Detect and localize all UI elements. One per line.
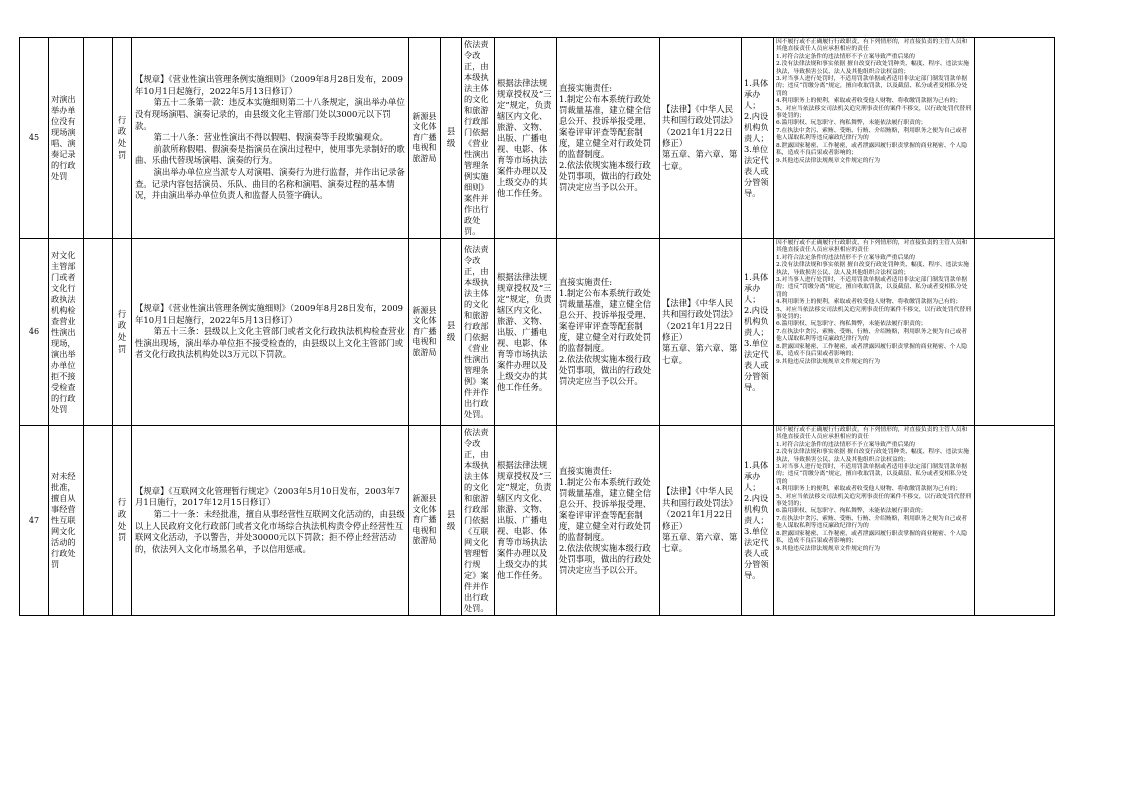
accountability-clause: 2.没有法律法规和事实依据 擅自改变行政处罚种类、幅度、程序、违法实施执法，导致损害公民、法人及其他组织合法权益的； (776, 61, 969, 75)
accountability-clause: 4.利用职务上的便利，索取或者收受他人财物、将收缴罚款据为己有的； (776, 299, 962, 306)
accountability-clause: 4.利用职务上的便利，索取或者收受他人财物、将收缴罚款据为己有的； (776, 486, 962, 493)
cell-text-line: 新源县文化体育广播电视和旅游局 (412, 494, 437, 546)
department-cell (409, 426, 441, 616)
accountability-clause: 6.滥用职权、玩忽职守、徇私舞弊，未能依法履行职责的； (776, 120, 927, 127)
accountability-clause: 9.其他违反法律法规规章文件规定的行为 (776, 358, 881, 365)
level-cell (441, 239, 462, 426)
accountability-clause: 8.泄露国家秘密、工作秘密，或者泄露因履行职责掌握的商业秘密、个人隐私，造成不良后果或者影响的； (776, 142, 968, 157)
legal-basis-cell (132, 426, 409, 616)
implementation-cell (557, 426, 660, 616)
row-number-cell (20, 38, 49, 239)
legal-basis-paragraph: 第五十三条：县级以上文化主管部门或者文化行政执法机构检查营业性演出现场，演出举办单位拒不接受检查的，由县级以上文化主管部门或者文化行政执法机构处以3万元以下罚款。 (135, 326, 405, 360)
duty-subject-cell (742, 239, 774, 426)
accountability-clause: 因不履行或不正确履行行政职责，有下列情形的，对直接负责的主管人员和其他直接责任人员应承担相应的责任 (776, 240, 968, 254)
duty-subject-cell (742, 426, 774, 616)
cell-text-line: 行政处罚 (117, 497, 127, 543)
accountability-clause: 7.在执法中贪污、索贿、受贿、行贿、介绍贿赂，利用职务之便为自己或者他人谋取私利等违反廉政纪律行为的 (776, 515, 968, 530)
accountability-clause: 3.对当事人进行处罚时，不适用罚款单据或者适用非法定部门制发罚款单据的；违反“罚缴分离”规定，擅自收取罚款，以及截留、私分或者变相私分处罚的 (776, 277, 968, 298)
cell-text-line: 3.单位法定代表人或分管领导。 (744, 337, 769, 392)
responsibility-cell (495, 426, 557, 616)
cell-text-line: 根据法律法规规章授权及“三定”规定，负责辖区内文化、旅游、文物、出版、广播电视、电影、体育等市场执法案件办理以及上级交办的其他工作任务。 (497, 460, 552, 580)
cell-text-line: 45 (28, 133, 40, 143)
remarks-cell (975, 426, 1055, 616)
legal-basis-paragraph: 前款所称假唱、假演奏是指演员在演出过程中，使用事先录制好的歌曲、乐曲代替现场演唱、演奏的行为。 (135, 143, 405, 166)
legal-basis-paragraph: 【规章】《互联网文化管理暂行规定》（2003年5月10日发布，2003年7月1日施行，2017年12月15日修订） (135, 485, 400, 508)
row-number-cell (20, 426, 49, 616)
enforcement-subject-cell (462, 239, 495, 426)
legal-basis-cell (132, 38, 409, 239)
cell-text-line: 2.依法依规实施本级行政处罚事项，做出的行政处罚决定应当予以公开。 (559, 542, 652, 575)
law-reference-cell (660, 239, 742, 426)
legal-basis-paragraph: 第二十一条：未经批准，擅自从事经营性互联网文化活动的，由县级以上人民政府文化行政部门或者文化市场综合执法机构责令停止经营性互联网文化活动，予以警告，并处30000元以下罚款；拒不停止经营活动的，依法列入文化市场黑名单，予以信用惩戒。 (135, 508, 405, 554)
responsibility-cell (495, 38, 557, 239)
implementation-cell (557, 239, 660, 426)
item-name-cell (49, 239, 84, 426)
responsibility-cell (495, 239, 557, 426)
cell-text-line: 对文化主管部门或者文化行政执法机构检查营业性演出现场，演出举办单位拒不接受检查的行政处罚 (51, 249, 76, 414)
cell-text-line: 2.内设机构负责人； (744, 304, 769, 337)
accountability-cell (774, 426, 975, 616)
accountability-clause: 1.对符合法定条件的违法情形不予立案导致严重后果的 (776, 441, 915, 448)
accountability-clause: 8.泄露国家秘密、工作秘密，或者泄露因履行职责掌握的商业秘密、个人隐私，造成不良后果或者影响的； (776, 343, 968, 358)
item-name-cell (49, 426, 84, 616)
accountability-clause: 5、对应当依法移交司法机关追究刑事责任的案件不移交，以行政处罚代替刑事处罚的； (776, 105, 971, 120)
row-number-cell (20, 239, 49, 426)
cell-text-line: 直接实施责任: (559, 83, 613, 93)
legal-basis-paragraph: 演出举办单位应当派专人对演唱、演奏行为进行监督，并作出记录备查。记录内容包括演员、乐队、曲目的名称和演唱、演奏过程的基本情况，并由演出举办单位负责人和监督人员签字确认。 (135, 166, 405, 201)
accountability-clause: 2.没有法律法规和事实依据 擅自改变行政处罚种类、幅度、程序、违法实施执法，导致损害公民、法人及其他组织合法权益的； (776, 262, 969, 276)
cell-text-line: 1.具体承办人； (744, 77, 769, 110)
cell-text-line: 县级 (446, 320, 456, 342)
accountability-clause: 9.其他违反法律法规规章文件规定的行为 (776, 545, 881, 552)
accountability-clause: 2.没有法律法规和事实依据 擅自改变行政处罚种类、幅度、程序、违法实施执法，导致损害公民、法人及其他组织合法权益的； (776, 449, 969, 463)
cell-text-line: 依法责令改正，由本级执法主体的文化和旅游行政部门依据《营业性演出管理条例》案件并作出行政处罚。 (464, 244, 489, 419)
cell-text-line: 【法律】《中华人民共和国行政处罚法》（2021年1月22日修正） (662, 297, 738, 342)
cell-text-line: 对演出举办单位没有现场演唱、演奏记录的行政处罚 (51, 94, 76, 181)
cell-text-line: 3.单位法定代表人或分管领导。 (744, 526, 769, 580)
level-cell (441, 38, 462, 239)
accountability-clause: 因不履行或不正确履行行政职责，有下列情形的，对直接负责的主管人员和其他直接责任人员应承担相应的责任 (776, 39, 968, 53)
legal-basis-paragraph: 第二十八条：营业性演出不得以假唱、假演奏等手段欺骗观众。 (153, 132, 388, 143)
cell-text-line: 【法律】《中华人民共和国行政处罚法》（2021年1月22日修正） (662, 103, 738, 148)
responsibility-list-sheet (19, 37, 1054, 613)
cell-text-line: 根据法律法规规章授权及“三定”规定，负责辖区内文化、旅游、文物、出版、广播电视、电影、体育等市场执法案件办理以及上级交办的其他工作任务。 (497, 77, 552, 198)
accountability-clause: 3.对当事人进行处罚时，不适用罚款单据或者适用非法定部门制发罚款单据的；违反“罚缴分离”规定，擅自收取罚款，以及截留、私分或者变相私分处罚的 (776, 464, 968, 485)
cell-text-line: 新源县文化体育广播电视和旅游局 (412, 111, 437, 163)
power-type-cell (113, 426, 132, 616)
cell-text-line: 依法责令改正，由本级执法主体的文化和旅游行政部门依据《互联网文化管理暂行规定》案件并作出行政处罚。 (464, 427, 489, 613)
cell-text-line: 第五章、第六章、第七章。 (662, 343, 738, 365)
cell-text-line: 行政处罚 (117, 308, 127, 354)
enforcement-subject-cell (462, 38, 495, 239)
sub-item-cell (84, 38, 113, 239)
cell-text-line: 直接实施责任: (559, 465, 613, 476)
remarks-cell (975, 239, 1055, 426)
power-type-cell (113, 38, 132, 239)
legal-basis-paragraph: 【规章】《营业性演出管理条例实施细则》（2009年8月28日发布，2009年10月1日起施行，2022年5月13日修订） (135, 74, 403, 96)
accountability-cell (774, 38, 975, 239)
cell-text-line: 直接实施责任: (559, 277, 613, 287)
accountability-clause: 3.对当事人进行处罚时，不适用罚款单据或者适用非法定部门制发罚款单据的；违反“罚缴分离”规定，擅自收取罚款，以及截留、私分或者变相私分处罚的 (776, 76, 968, 97)
cell-text-line: 1.具体承办人； (744, 271, 769, 304)
level-cell (441, 426, 462, 616)
table-row (20, 239, 1055, 426)
power-list-table (19, 37, 1055, 616)
cell-text-line: 47 (28, 515, 40, 525)
accountability-clause: 5、对应当依法移交司法机关追究刑事责任的案件不移交，以行政处罚代替刑事处罚的； (776, 493, 971, 508)
sub-item-cell (84, 426, 113, 616)
accountability-clause: 1.对符合法定条件的违法情形不予立案导致严重后果的 (776, 254, 915, 261)
table-row (20, 38, 1055, 239)
legal-basis-paragraph: 第五十二条第一款：违反本实施细则第二十八条规定，演出举办单位没有现场演唱、演奏记录的，由县级文化主管部门处以3000元以下罚款。 (135, 97, 405, 131)
legal-basis-paragraph: 【规章】《营业性演出管理条例实施细则》（2009年8月28日发布，2009年10月1日起施行，2022年5月13日修订） (135, 303, 403, 325)
legal-basis-cell (132, 239, 409, 426)
cell-text-line: 第五章、第六章、第七章。 (662, 531, 738, 554)
department-cell (409, 239, 441, 426)
accountability-clause: 6.滥用职权、玩忽职守、徇私舞弊，未能依法履行职责的； (776, 508, 927, 515)
cell-text-line: 新源县文化体育广播电视和旅游局 (412, 305, 437, 357)
cell-text-line: 1.制定公布本系统行政处罚裁量基准，建立健全信息公开、投诉举报受理、案卷评审评查等配套制度，建立健全对行政处罚的监督制度。 (559, 94, 652, 159)
table-row (20, 426, 1055, 616)
law-reference-cell (660, 38, 742, 239)
cell-text-line: 第五章、第六章、第七章。 (662, 149, 738, 171)
cell-text-line: 3.单位法定代表人或分管领导。 (744, 143, 769, 198)
cell-text-line: 县级 (446, 126, 456, 148)
cell-text-line: 2.依法依规实施本级行政处罚事项，做出的行政处罚决定应当予以公开。 (559, 160, 652, 192)
cell-text-line: 1.制定公布本系统行政处罚裁量基准，建立健全信息公开、投诉举报受理、案卷评审评查等配套制度，建立健全对行政处罚的监督制度。 (559, 288, 652, 353)
cell-text-line: 1.具体承办人； (744, 460, 769, 492)
accountability-clause: 6.滥用职权、玩忽职守、徇私舞弊，未能依法履行职责的； (776, 321, 927, 328)
power-type-cell (113, 239, 132, 426)
accountability-clause: 7.在执法中贪污、索贿、受贿、行贿、介绍贿赂，利用职务之便为自己或者他人谋取私利等违反廉政纪律行为的 (776, 127, 968, 142)
cell-text-line: 2.内设机构负责人； (744, 110, 769, 143)
accountability-clause: 8.泄露国家秘密、工作秘密，或者泄露因履行职责掌握的商业秘密、个人隐私，造成不良后果或者影响的； (776, 530, 968, 545)
cell-text-line: 【法律】《中华人民共和国行政处罚法》（2021年1月22日修正） (662, 486, 738, 531)
accountability-cell (774, 239, 975, 426)
cell-text-line: 行政处罚 (117, 114, 127, 160)
remarks-cell (975, 38, 1055, 239)
item-name-cell (49, 38, 84, 239)
cell-text-line: 1.制定公布本系统行政处罚裁量基准，建立健全信息公开、投诉举报受理、案卷评审评查等配套制度，建立健全对行政处罚的监督制度。 (559, 476, 652, 542)
implementation-cell (557, 38, 660, 239)
cell-text-line: 2.依法依规实施本级行政处罚事项，做出的行政处罚决定应当予以公开。 (559, 354, 652, 386)
duty-subject-cell (742, 38, 774, 239)
sub-item-cell (84, 239, 113, 426)
accountability-clause: 7.在执法中贪污、索贿、受贿、行贿、介绍贿赂，利用职务之便为自己或者他人谋取私利等违反廉政纪律行为的 (776, 328, 968, 343)
cell-text-line: 依法责令改正，由本级执法主体的文化和旅游行政部门依据《营业性演出管理条例实施细则》案件并作出行政处罚。 (464, 39, 489, 236)
law-reference-cell (660, 426, 742, 616)
cell-text-line: 根据法律法规规章授权及“三定”规定，负责辖区内文化、旅游、文物、出版、广播电视、电影、体育等市场执法案件办理以及上级交办的其他工作任务。 (497, 271, 552, 392)
accountability-clause: 5、对应当依法移交司法机关追究刑事责任的案件不移交，以行政处罚代替刑事处罚的； (776, 306, 971, 321)
department-cell (409, 38, 441, 239)
cell-text-line: 2.内设机构负责人； (744, 493, 769, 525)
cell-text-line: 县级 (446, 508, 456, 531)
cell-text-line: 对未经批准，擅自从事经营性互联网文化活动的行政处罚 (51, 471, 76, 569)
cell-text-line: 46 (28, 327, 40, 337)
enforcement-subject-cell (462, 426, 495, 616)
accountability-clause: 因不履行或不正确履行行政职责，有下列情形的，对直接负责的主管人员和其他直接责任人员应承担相应的责任 (776, 427, 968, 441)
accountability-clause: 9.其他违反法律法规规章文件规定的行为 (776, 157, 881, 164)
accountability-clause: 1.对符合法定条件的违法情形不予立案导致严重后果的 (776, 53, 915, 60)
accountability-clause: 4.利用职务上的便利，索取或者收受他人财物、将收缴罚款据为己有的； (776, 98, 962, 105)
